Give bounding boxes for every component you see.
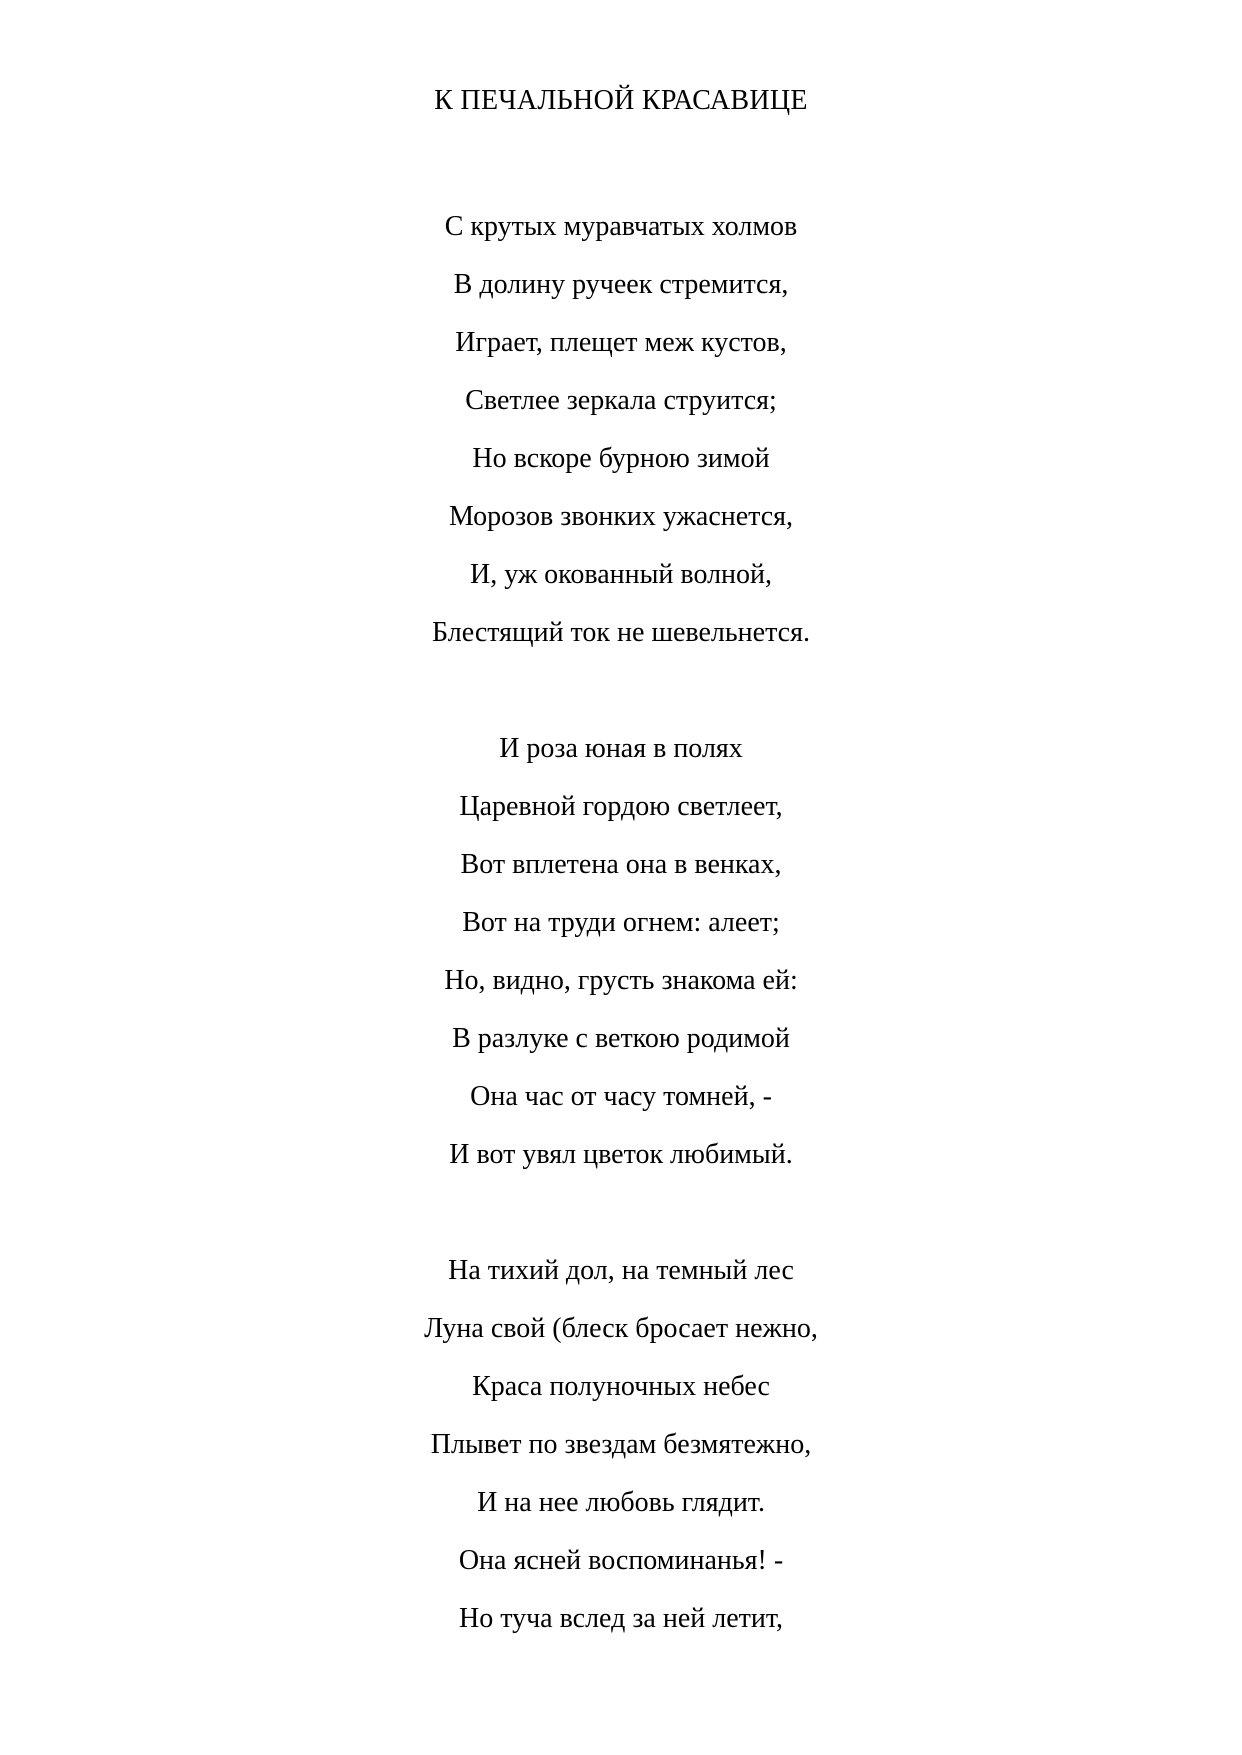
poem-line: Краса полуночных небес bbox=[472, 1371, 770, 1402]
stanza-2 bbox=[0, 720, 1242, 1184]
poem-line: В долину ручеек стремится, bbox=[453, 269, 789, 300]
poem-line: И, уж окованный волной, bbox=[469, 559, 773, 590]
poem-line: Но туча вслед за ней летит, bbox=[459, 1603, 783, 1634]
poem-line: Но вскоре бурною зимой bbox=[472, 443, 770, 474]
poem-line: На тихий дол, на темный лес bbox=[448, 1255, 794, 1286]
poem-line: В разлуке с веткою родимой bbox=[452, 1023, 790, 1054]
poem-line: Но, видно, грусть знакома ей: bbox=[444, 965, 798, 996]
poem-line: Плывет по звездам безмятежно, bbox=[430, 1429, 812, 1460]
poem-line: Луна свой (блеск бросает нежно, bbox=[424, 1313, 818, 1344]
poem-line: И вот увял цветок любимый. bbox=[449, 1139, 793, 1170]
poem-line: И на нее любовь глядит. bbox=[477, 1487, 765, 1518]
poem-line: Она ясней воспоминанья! - bbox=[458, 1545, 784, 1576]
poem-line: Блестящий ток не шевельнется. bbox=[432, 617, 810, 648]
stanza-3 bbox=[0, 1242, 1242, 1648]
poem-line: Вот на труди огнем: алеет; bbox=[462, 907, 780, 938]
poem-line: Светлее зеркала струится; bbox=[465, 385, 777, 416]
poem-line: И роза юная в полях bbox=[499, 733, 743, 764]
poem-line: Царевной гордою светлеет, bbox=[459, 791, 783, 822]
poem-line: С крутых муравчатых холмов bbox=[444, 211, 798, 242]
poem-line: Играет, плещет меж кустов, bbox=[455, 327, 787, 358]
poem-line: Она час от часу томней, - bbox=[470, 1081, 772, 1112]
poem-title: К ПЕЧАЛЬНОЙ КРАСАВИЦЕ bbox=[434, 85, 808, 116]
poem-line: Морозов звонких ужаснется, bbox=[448, 501, 794, 532]
poem-line: Вот вплетена она в венках, bbox=[460, 849, 782, 880]
stanza-1 bbox=[0, 198, 1242, 662]
